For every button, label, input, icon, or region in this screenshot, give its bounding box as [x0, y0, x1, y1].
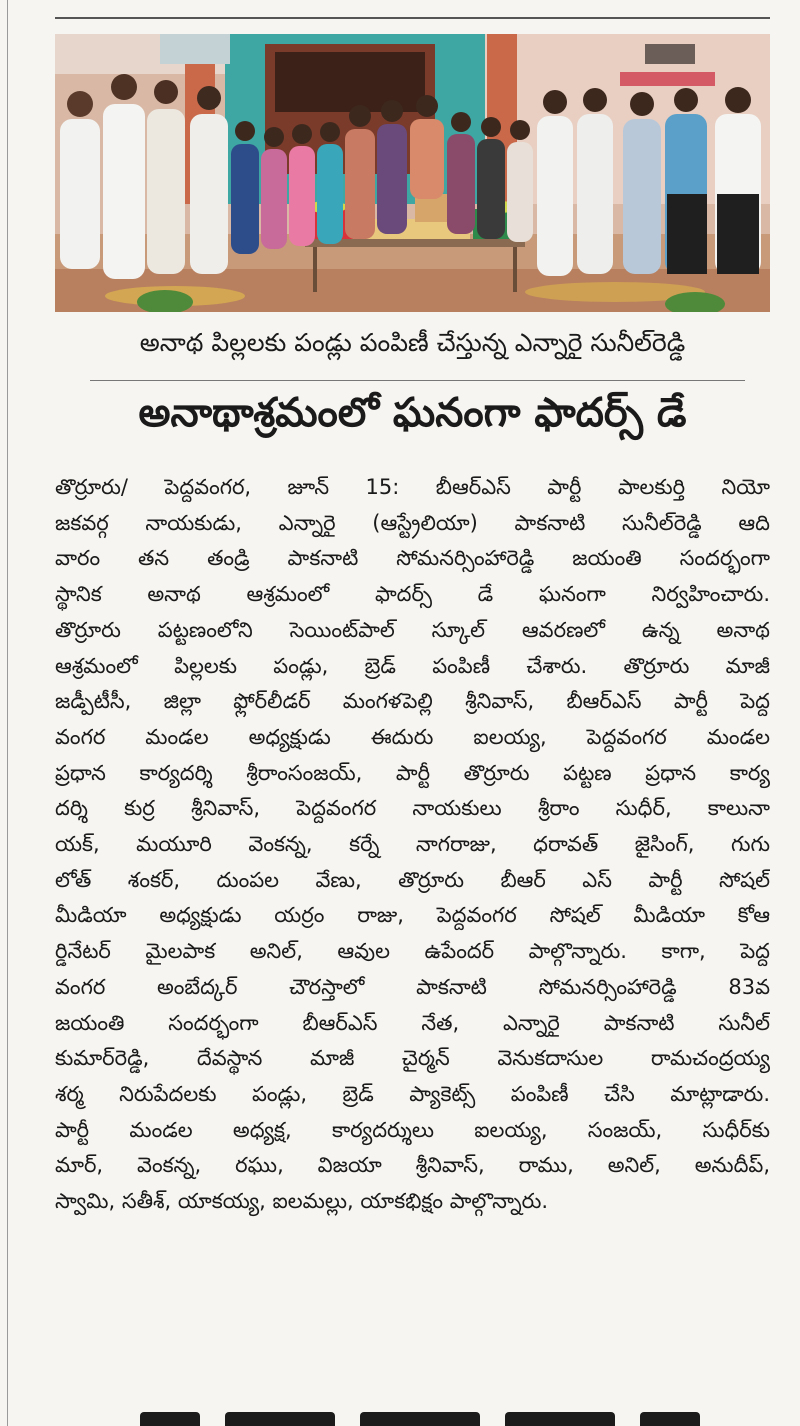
- article-line: యక్, మయూరి వెంకన్న, కర్నే నాగరాజు, ధరావత్ జైసింగ్, గుగు: [55, 832, 770, 857]
- article-line: మార్, వెంకన్న, రఘు, విజయా శ్రీనివాస్, రాము, అనిల్, అనుదీప్,: [55, 1153, 770, 1178]
- article-line: ప్రధాన కార్యదర్శి శ్రీరాంసంజయ్, పార్టీ తొర్రూరు పట్టణ ప్రధాన కార్య: [55, 760, 770, 785]
- next-article-headline-cropped: [55, 1402, 770, 1426]
- news-photo: [55, 34, 770, 312]
- article-line: దర్శి కుర్ర శ్రీనివాస్, పెద్దవంగర నాయకులు శ్రీరాం సుధీర్, కాలునా: [55, 796, 770, 821]
- article-line: జడ్పీటీసీ, జిల్లా ఫ్లోర్‌లీడర్ మంగళపెల్లి శ్రీనివాస్, బీఆర్ఎస్ పార్టీ పెద్ద: [55, 689, 770, 714]
- article-line: స్వామి, సతీశ్, యాకయ్య, ఐలమల్లు, యాకభిక్షం పాల్గొన్నారు.: [55, 1189, 549, 1214]
- article-body: [55, 470, 770, 1220]
- article-headline: అనాథాశ్రమంలో ఘనంగా ఫాదర్స్ డే: [138, 390, 687, 436]
- article-line: పార్టీ మండల అధ్యక్ష, కార్యదర్శులు ఐలయ్య, సంజయ్, సుధీర్‌కు: [55, 1117, 770, 1142]
- article-line: మీడియా అధ్యక్షుడు యర్రం రాజు, పెద్దవంగర సోషల్ మీడియా కోఆ: [55, 903, 770, 928]
- page-left-border: [7, 0, 8, 1426]
- article-line: స్థానిక అనాథ ఆశ్రమంలో ఫాదర్స్ డే ఘనంగా నిర్వహించారు.: [55, 582, 770, 607]
- article-line: లోత్ శంకర్, దుంపల వేణు, తొర్రూరు బీఆర్ ఎస్ పార్టీ సోషల్: [55, 867, 770, 892]
- top-divider: [55, 17, 770, 19]
- article-line: కుమార్‌రెడ్డి, దేవస్థాన మాజీ చైర్మన్ వెనుకదాసుల రామచంద్రయ్య: [55, 1046, 770, 1071]
- article-line: వంగర మండల అధ్యక్షుడు ఈదురు ఐలయ్య, పెద్దవంగర మండల: [55, 724, 770, 749]
- article-line: జకవర్గ నాయకుడు, ఎన్నారై (ఆస్ట్రేలియా) పాకనాటి సునీల్‌రెడ్డి ఆది: [55, 510, 770, 535]
- article-line: ర్డినేటర్ మైలపాక అనిల్, ఆవుల ఉపేందర్ పాల్గొన్నారు. కాగా, పెద్ద: [55, 939, 770, 964]
- article-line: జయంతి సందర్భంగా బీఆర్ఎస్ నేత, ఎన్నారై పాకనాటి సునీల్: [55, 1010, 770, 1035]
- caption-divider: [90, 380, 745, 381]
- article-line: తొర్రూరు పట్టణంలోని సెయింట్‌పాల్ స్కూల్ ఆవరణలో ఉన్న అనాథ: [55, 617, 770, 642]
- article-line: శర్మ నిరుపేదలకు పండ్లు, బ్రెడ్ ప్యాకెట్స్ పంపిణీ చేసి మాట్లాడారు.: [55, 1081, 770, 1106]
- photo-caption: అనాథ పిల్లలకు పండ్లు పంపిణీ చేస్తున్న ఎన్నారై సునీల్‌రెడ్డి: [139, 328, 686, 357]
- article-line: వంగర అంబేద్కర్ చౌరస్తాలో పాకనాటి సోమనర్సింహారెడ్డి 83వ: [55, 974, 770, 999]
- article-line: తొర్రూరు/ పెద్దవంగర, జూన్ 15: బీఆర్ఎస్ పార్టీ పాలకుర్తి నియో: [55, 475, 770, 499]
- article-line: ఆశ్రమంలో పిల్లలకు పండ్లు, బ్రెడ్ పంపిణీ చేశారు. తొర్రూరు మాజీ: [55, 653, 770, 678]
- article-line: వారం తన తండ్రి పాకనాటి సోమనర్సింహారెడ్డి జయంతి సందర్భంగా: [55, 546, 770, 571]
